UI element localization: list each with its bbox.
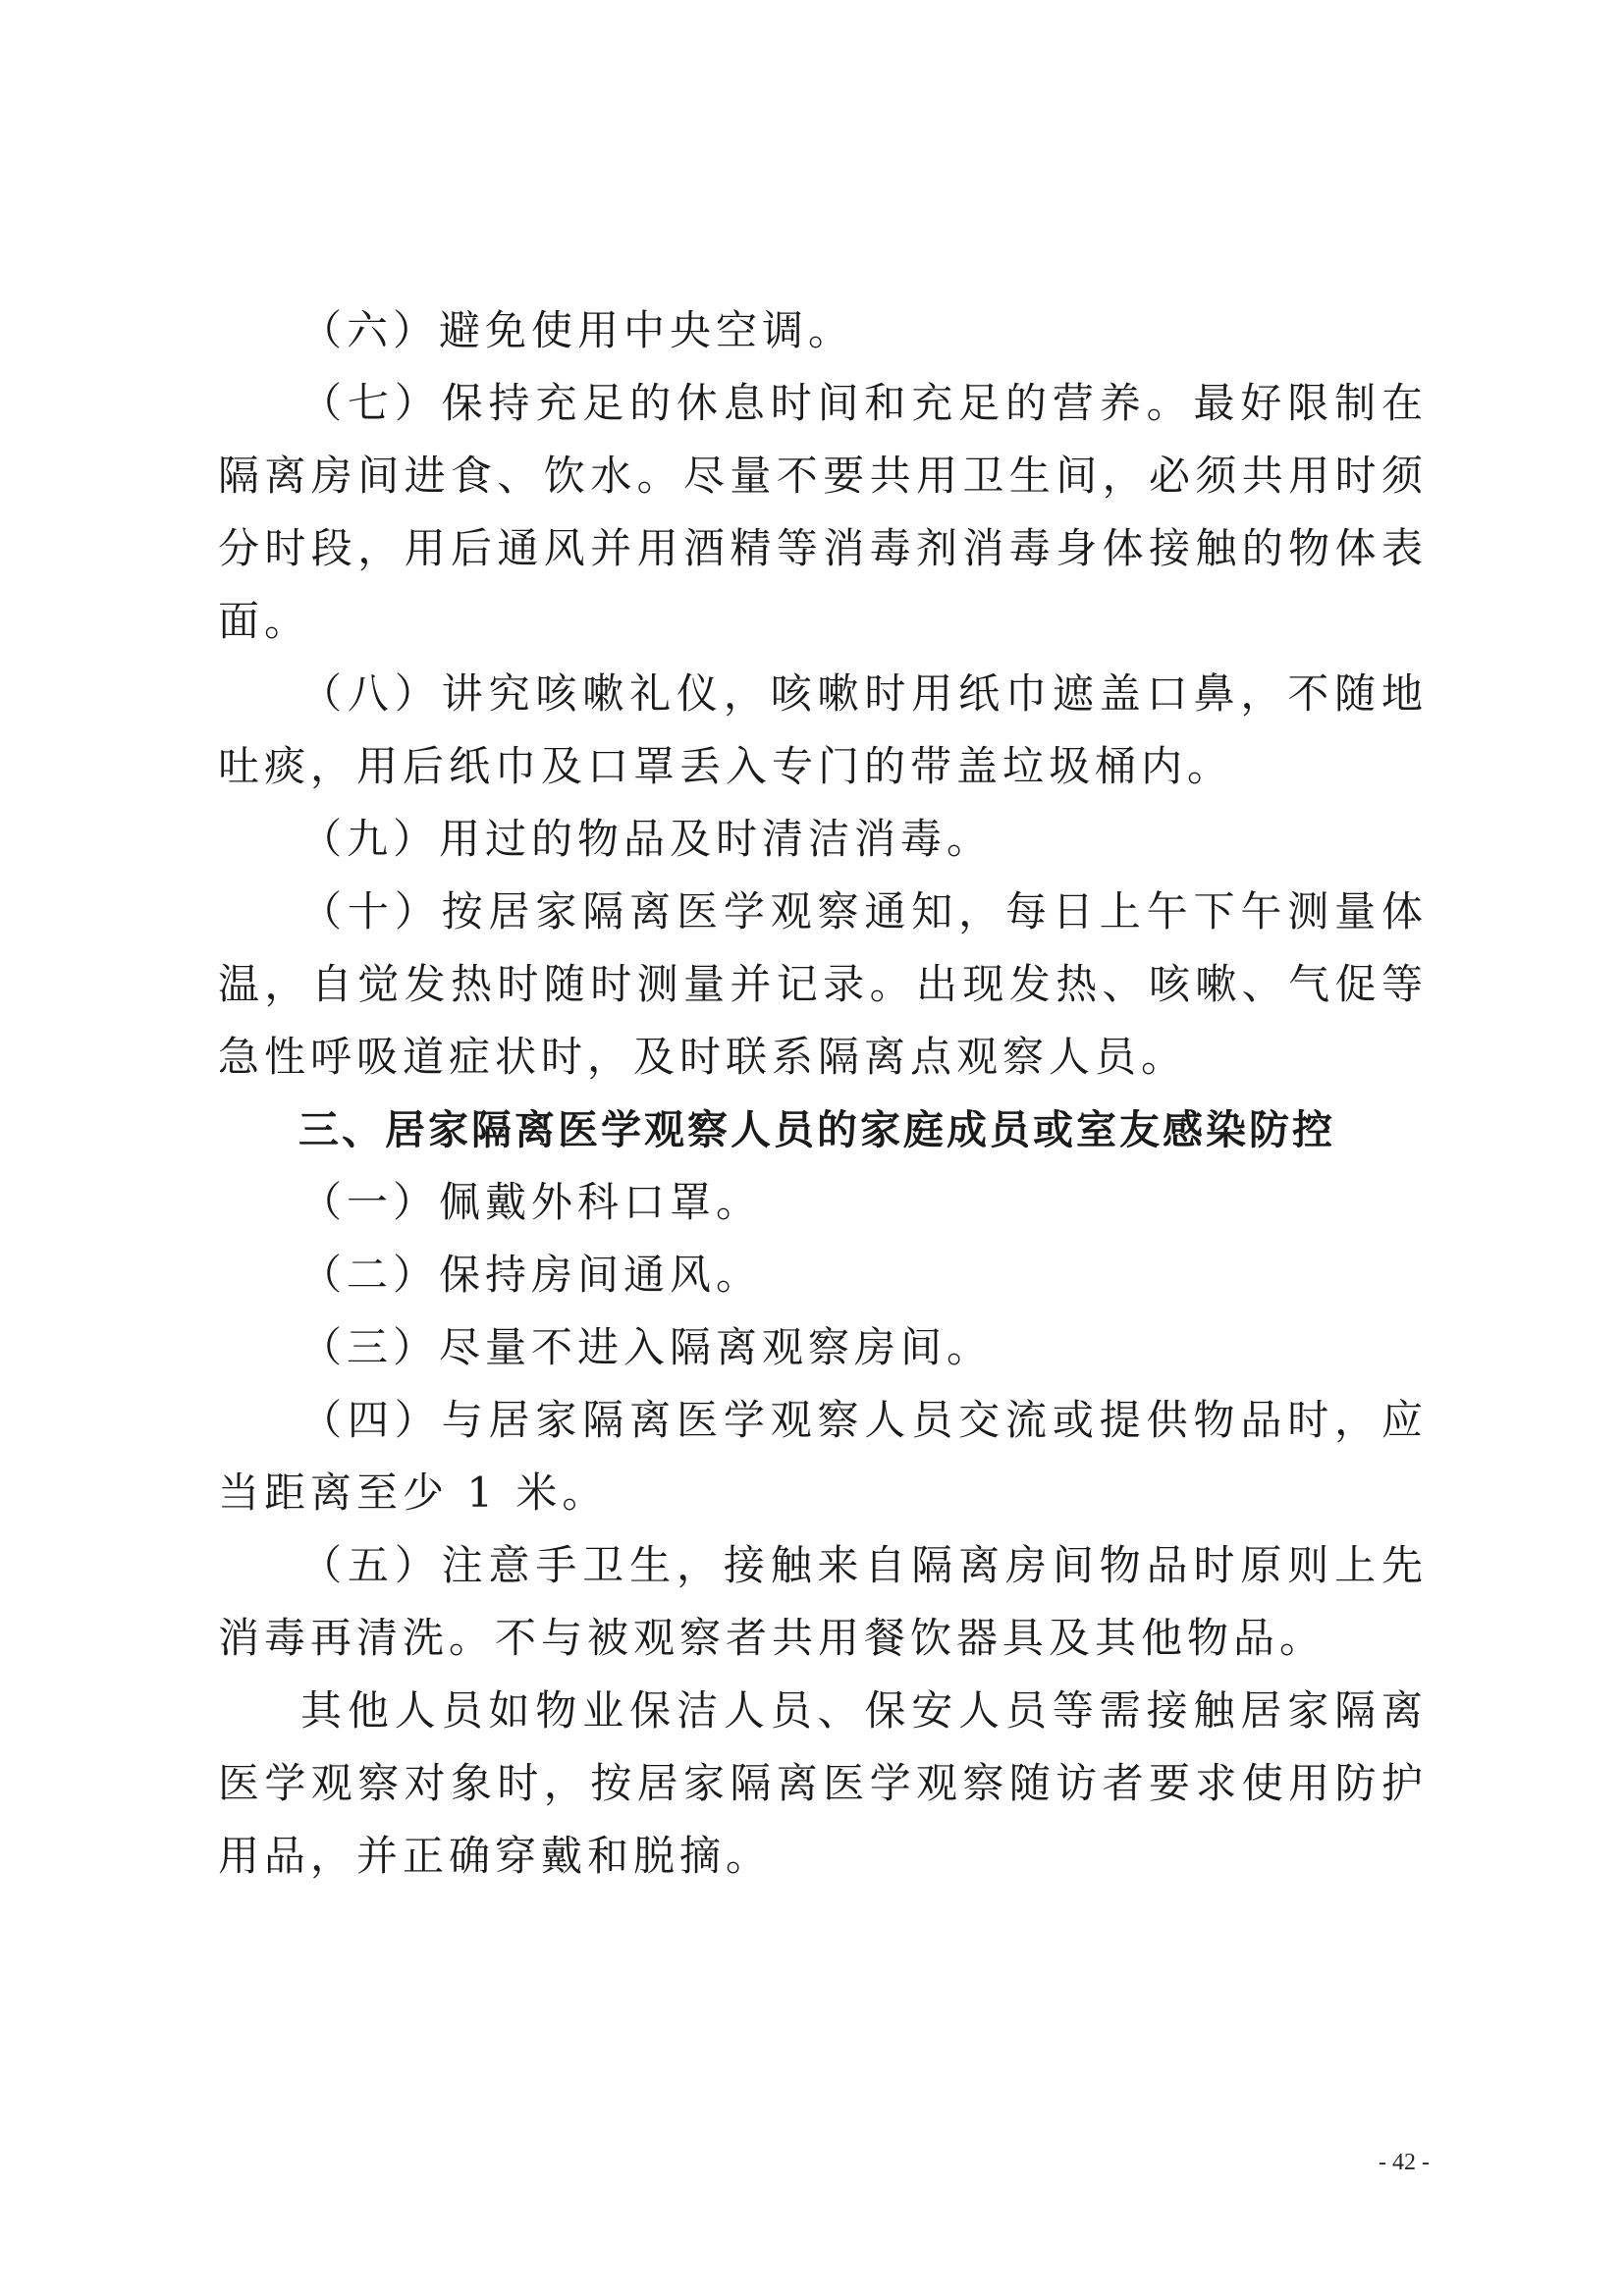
paragraph-item-7: （七）保持充足的休息时间和充足的营养。最好限制在隔离房间进食、饮水。尽量不要共用卫生间，必须共用时须分时段，用后通风并用酒精等消毒剂消毒身体接触的物体表面。	[218, 379, 1428, 645]
paragraph-item-8: （八）讲究咳嗽礼仪，咳嗽时用纸巾遮盖口鼻，不随地吐痰，用后纸巾及口罩丢入专门的带盖垃圾桶内。	[218, 669, 1428, 790]
document-body	[218, 294, 1428, 1893]
section-item-5: （五）注意手卫生，接触来自隔离房间物品时原则上先消毒再清洗。不与被观察者共用餐饮器具及其他物品。	[218, 1541, 1428, 1662]
section-item-3: （三）尽量不进入隔离观察房间。	[300, 1323, 994, 1371]
section-item-4: （四）与居家隔离医学观察人员交流或提供物品时，应当距离至少 1 米。	[218, 1396, 1428, 1517]
section-heading: 三、居家隔离医学观察人员的家庭成员或室友感染防控	[298, 1106, 1335, 1153]
section-item-2: （二）保持房间通风。	[300, 1251, 763, 1299]
section-item-1: （一）佩戴外科口罩。	[300, 1178, 763, 1226]
paragraph-item-10: （十）按居家隔离医学观察通知，每日上午下午测量体温，自觉发热时随时测量并记录。出现发热、咳嗽、气促等急性呼吸道症状时，及时联系隔离点观察人员。	[218, 887, 1428, 1081]
paragraph-item-6: （六）避免使用中央空调。	[300, 306, 855, 354]
page-number: - 42 -	[1379, 2150, 1430, 2175]
closing-paragraph: 其他人员如物业保洁人员、保安人员等需接触居家隔离医学观察对象时，按居家隔离医学观察随访者要求使用防护用品，并正确穿戴和脱摘。	[218, 1686, 1428, 1880]
paragraph-item-9: （九）用过的物品及时清洁消毒。	[300, 815, 994, 863]
